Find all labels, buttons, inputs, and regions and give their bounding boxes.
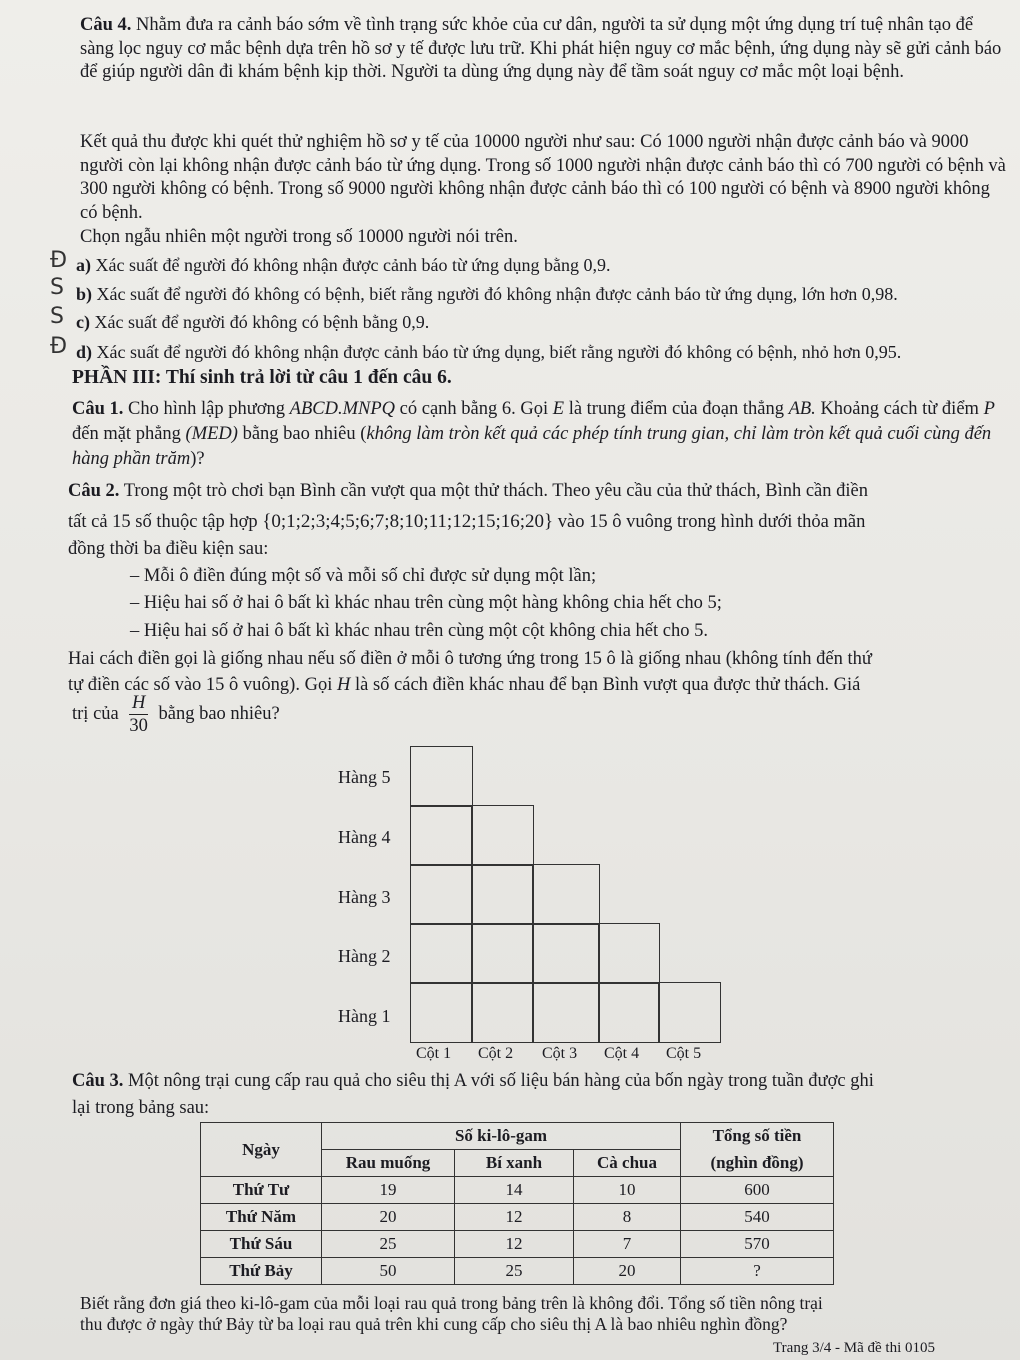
row-label-5: Hàng 5 (338, 767, 391, 787)
header-ca-chua: Cà chua (574, 1150, 681, 1177)
section-heading: PHẦN III: Thí sinh trả lời từ câu 1 đến câu 6. (72, 367, 452, 388)
grid-cell-r3-c1[interactable] (410, 864, 473, 925)
grid-cell-r1-c2[interactable] (471, 982, 534, 1043)
grid-cell-r2-c1[interactable] (410, 923, 473, 984)
q2-condition-1: – Mỗi ô điền đúng một số và mỗi số chỉ được sử dụng một lần; (130, 566, 597, 586)
row-label-1: Hàng 1 (338, 1006, 391, 1026)
fraction-h-over-30: $\frac{H}{30}$ (129, 693, 148, 736)
table-row: Thứ Năm 20 12 8 540 (201, 1204, 834, 1231)
q2-line4: Hai cách điền gọi là giống nhau nếu số điền ở mỗi ô tương ứng trong 15 ô là giống nhau (không tính đến thứ (68, 649, 872, 669)
grid-cell-r1-c1[interactable] (410, 982, 473, 1043)
col-label-5: Cột 5 (666, 1045, 702, 1062)
col-label-1: Cột 1 (416, 1045, 452, 1062)
header-rau-muong: Rau muống (322, 1150, 455, 1177)
header-bi-xanh: Bí xanh (455, 1150, 574, 1177)
grid-cell-r1-c4[interactable] (598, 982, 660, 1043)
q2-line1: Câu 2. Trong một trò chơi bạn Bình cần vượt qua một thử thách. Theo yêu cầu của thử thách, Bình cần điền (68, 481, 868, 501)
header-total-2: (nghìn đồng) (681, 1150, 834, 1177)
table-row: Thứ Sáu 25 12 7 570 (201, 1231, 834, 1258)
q2-line3: đồng thời ba điều kiện sau: (68, 539, 269, 559)
q4-item-d: d) Xác suất để người đó không nhận được cảnh báo từ ứng dụng, biết rằng người đó không có bệnh, nhỏ hơn 0,95. (76, 342, 902, 362)
q2-line5: tự điền các số vào 15 ô vuông). Gọi H là số cách điền khác nhau để bạn Bình vượt qua được thử thách. Giá (68, 675, 861, 695)
q2-condition-3: – Hiệu hai số ở hai ô bất kì khác nhau trên cùng một cột không chia hết cho 5. (130, 621, 708, 641)
grid-cell-r4-c2[interactable] (471, 805, 534, 866)
q2-line6: trị của $\frac{H}{30}$ bằng bao nhiêu? (72, 693, 280, 736)
col-label-4: Cột 4 (604, 1045, 640, 1062)
grid-cell-r3-c2[interactable] (471, 864, 534, 925)
row-label-4: Hàng 4 (338, 827, 391, 847)
grid-cell-r2-c2[interactable] (471, 923, 534, 984)
grid-cell-r2-c4[interactable] (598, 923, 660, 984)
header-day: Ngày (201, 1123, 322, 1177)
q4-choose: Chọn ngẫu nhiên một người trong số 10000 người nói trên. (80, 227, 518, 247)
sales-table (200, 1122, 834, 1285)
answer-mark-c: S (50, 304, 64, 329)
grid-cell-r4-c1[interactable] (410, 805, 473, 866)
header-kg: Số ki-lô-gam (322, 1123, 681, 1150)
row-label-2: Hàng 2 (338, 946, 391, 966)
q3-end2: thu được ở ngày thứ Bảy từ ba loại rau quả trên khi cung cấp cho siêu thị A là bao nhiêu nghìn đồng? (80, 1314, 788, 1334)
q4-result: Kết quả thu được khi quét thử nghiệm hồ sơ y tế của 10000 người như sau: Có 1000 người nhận được cảnh báo và 9000 người còn lại không nhận được cảnh báo từ ứng dụng. Trong số 1000 người nhận được cảnh báo thì có 700 người có bệnh và 300 người không có bệnh. Trong số 9000 người không nhận được cảnh báo thì có 100 người có bệnh và 8900 người không có bệnh. (80, 132, 1006, 223)
grid-cell-r1-c5[interactable] (658, 982, 721, 1043)
col-label-3: Cột 3 (542, 1045, 578, 1062)
table-row: Thứ Tư 19 14 10 600 (201, 1177, 834, 1204)
grid-cell-r3-c3[interactable] (532, 864, 600, 925)
q4-item-c: c) Xác suất để người đó không có bệnh bằng 0,9. (76, 312, 430, 332)
q3-line2: lại trong bảng sau: (72, 1098, 210, 1118)
header-total-1: Tổng số tiền (681, 1123, 834, 1150)
answer-mark-a: Đ (50, 248, 68, 273)
answer-mark-b: S (50, 275, 64, 300)
q4-item-a: a) Xác suất để người đó không nhận được cảnh báo từ ứng dụng bằng 0,9. (76, 255, 611, 275)
grid-cell-r5-c1[interactable] (410, 746, 473, 807)
grid-cell-r2-c3[interactable] (532, 923, 600, 984)
q4-item-b: b) Xác suất để người đó không có bệnh, biết rằng người đó không nhận được cảnh báo từ ứng dụng, lớn hơn 0,98. (76, 284, 898, 304)
q2-condition-2: – Hiệu hai số ở hai ô bất kì khác nhau trên cùng một hàng không chia hết cho 5; (130, 593, 722, 613)
q3-end1: Biết rằng đơn giá theo ki-lô-gam của mỗi loại rau quả trong bảng trên là không đổi. Tổng số tiền nông trại (80, 1293, 823, 1313)
answer-mark-d: Đ (50, 334, 68, 359)
row-label-3: Hàng 3 (338, 887, 391, 907)
page-footer: Trang 3/4 - Mã đề thi 0105 (773, 1340, 935, 1356)
table-row: Thứ Bảy 50 25 20 ? (201, 1258, 834, 1285)
grid-cell-r1-c3[interactable] (532, 982, 600, 1043)
q2-line2: tất cả 15 số thuộc tập hợp {0;1;2;3;4;5;6;7;8;10;11;12;15;16;20} vào 15 ô vuông trong hình dưới thỏa mãn (68, 511, 866, 532)
q4-intro: Câu 4. Nhằm đưa ra cảnh báo sớm về tình trạng sức khỏe của cư dân, người ta sử dụng một ứng dụng trí tuệ nhân tạo để sàng lọc nguy cơ mắc bệnh dựa trên hồ sơ y tế được lưu trữ. Khi phát hiện nguy cơ mắc bệnh, ứng dụng này sẽ gửi cảnh báo để giúp người dân đi khám bệnh kịp thời. Người ta dùng ứng dụng này để tầm soát nguy cơ mắc một loại bệnh. (80, 15, 1002, 82)
q3-line1: Câu 3. Một nông trại cung cấp rau quả cho siêu thị A với số liệu bán hàng của bốn ngày trong tuần được ghi (72, 1071, 874, 1091)
col-label-2: Cột 2 (478, 1045, 514, 1062)
q1-text: Câu 1. Cho hình lập phương ABCD.MNPQ có cạnh bằng 6. Gọi E là trung điểm của đoạn thẳng AB. Khoảng cách từ điểm P đến mặt phẳng (MED) bằng bao nhiêu (không làm tròn kết quả các phép tính trung gian, chỉ làm tròn kết quả cuối cùng đến hàng phần trăm)? (72, 399, 995, 469)
